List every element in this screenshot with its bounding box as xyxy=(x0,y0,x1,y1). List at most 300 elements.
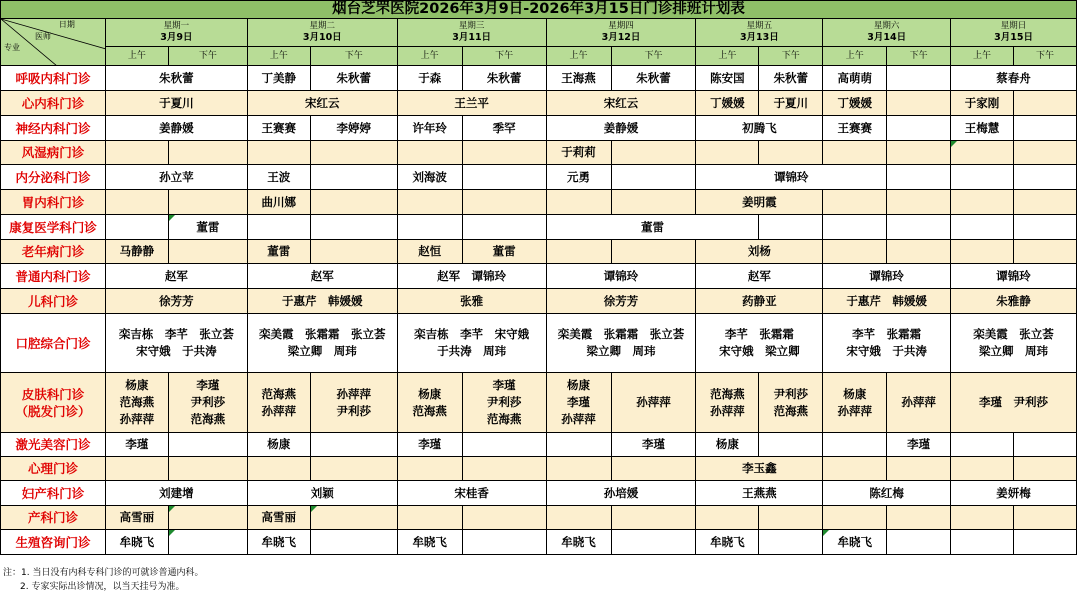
weekday-label: 星期六 xyxy=(873,21,900,31)
schedule-cell xyxy=(247,481,397,506)
schedule-cell xyxy=(696,481,823,506)
weekday-label: 星期三 xyxy=(458,21,485,31)
doctor-name: 徐芳芳 xyxy=(159,293,194,308)
footnotes xyxy=(3,566,203,594)
doctor-name: 杨康 xyxy=(567,378,591,392)
schedule-cell xyxy=(887,91,951,116)
schedule-cell xyxy=(823,373,887,433)
department-name xyxy=(1,373,106,433)
doctor-name: 朱秋蕾 xyxy=(636,70,671,85)
schedule-cell xyxy=(696,457,823,481)
afternoon-label: 下午 xyxy=(462,47,546,66)
doctor-name: 于夏川 xyxy=(773,95,809,110)
morning-label: 上午 xyxy=(951,47,1014,66)
schedule-cell xyxy=(696,165,887,190)
department-name xyxy=(1,457,106,481)
doctor-name: 陈安国 xyxy=(710,70,745,85)
schedule-cell xyxy=(1014,530,1077,555)
schedule-cell xyxy=(951,91,1014,116)
doctor-name: 杨康 xyxy=(843,386,867,401)
doctor-name: 王梅慧 xyxy=(964,120,1000,135)
doctor-name: 于惠芹 韩媛媛 xyxy=(282,293,363,308)
schedule-cell xyxy=(168,433,247,457)
schedule-row xyxy=(1,373,1077,433)
schedule-cell xyxy=(105,530,168,555)
schedule-cell xyxy=(105,373,168,433)
schedule-cell xyxy=(105,289,247,314)
schedule-cell xyxy=(696,433,759,457)
schedule-cell xyxy=(611,165,696,190)
doctor-name: 于共涛 周玮 xyxy=(437,344,507,358)
date-label: 3月13日 xyxy=(739,32,779,43)
schedule-cell xyxy=(759,215,823,240)
schedule-cell xyxy=(105,481,247,506)
doctor-name: 曲川娜 xyxy=(261,194,297,209)
schedule-cell xyxy=(105,190,168,215)
doctor-name: 王兰平 xyxy=(454,95,489,110)
doctor-name: 李瑾 xyxy=(196,378,220,392)
doctor-name: 宋守娥 梁立卿 xyxy=(719,344,800,358)
schedule-cell xyxy=(546,314,696,373)
schedule-row xyxy=(1,240,1077,264)
schedule-cell xyxy=(951,433,1014,457)
schedule-title: 烟台芝罘医院2026年3月9日-2026年3月15日门诊排班计划表 xyxy=(1,1,1077,19)
footnote-2: 2. 专家实际出诊情况，以当天挂号为准。 xyxy=(20,582,185,592)
afternoon-label: 下午 xyxy=(887,47,951,66)
schedule-cell xyxy=(168,141,247,165)
schedule-cell xyxy=(462,141,546,165)
doctor-name: 李瑾 xyxy=(125,437,149,451)
department-label: 心理门诊 xyxy=(27,461,78,476)
day-header xyxy=(397,19,546,47)
doctor-name: 宋红云 xyxy=(603,95,639,110)
department-name xyxy=(1,91,106,116)
schedule-cell xyxy=(823,264,951,289)
morning-label: 上午 xyxy=(823,47,887,66)
doctor-name: 于夏川 xyxy=(159,95,194,110)
doctor-name: 尹利莎 xyxy=(336,403,371,418)
schedule-cell xyxy=(887,433,951,457)
schedule-cell xyxy=(1014,215,1077,240)
doctor-name: 李瑾 xyxy=(492,378,516,392)
department-label: 激光美容门诊 xyxy=(15,437,91,452)
doctor-name: 杨康 xyxy=(125,378,149,392)
schedule-row xyxy=(1,116,1077,141)
afternoon-label: 下午 xyxy=(310,47,397,66)
schedule-cell xyxy=(462,66,546,91)
day-header xyxy=(823,19,951,47)
doctor-name: 孙萍萍 xyxy=(261,403,297,418)
doctor-name: 赵军 xyxy=(310,268,334,283)
date-label: 3月12日 xyxy=(601,32,641,43)
department-label: （脱发门诊） xyxy=(15,403,91,419)
schedule-cell xyxy=(887,190,951,215)
schedule-cell xyxy=(887,457,951,481)
schedule-cell xyxy=(759,66,823,91)
schedule-cell xyxy=(1014,240,1077,264)
doctor-name: 栾吉栋 李芊 宋守娥 xyxy=(414,327,530,341)
schedule-cell xyxy=(462,116,546,141)
schedule-cell xyxy=(105,66,247,91)
schedule-cell xyxy=(696,289,823,314)
schedule-cell xyxy=(823,240,887,264)
day-header xyxy=(105,19,247,47)
schedule-cell xyxy=(823,481,951,506)
doctor-name: 孙培媛 xyxy=(603,485,639,500)
schedule-cell xyxy=(247,165,310,190)
schedule-cell xyxy=(397,116,462,141)
schedule-cell xyxy=(462,373,546,433)
schedule-cell xyxy=(1014,190,1077,215)
schedule-cell xyxy=(397,433,462,457)
schedule-row xyxy=(1,481,1077,506)
schedule-row xyxy=(1,66,1077,91)
department-label: 心内科门诊 xyxy=(21,95,85,111)
doctor-name: 牟晓飞 xyxy=(119,534,155,549)
schedule-cell xyxy=(696,66,759,91)
doctor-name: 赵军 谭锦玲 xyxy=(437,268,507,283)
schedule-cell xyxy=(887,165,951,190)
schedule-cell xyxy=(397,314,546,373)
schedule-cell xyxy=(310,190,397,215)
schedule-cell xyxy=(951,240,1014,264)
doctor-name: 谭锦玲 xyxy=(774,169,809,184)
schedule-cell xyxy=(462,190,546,215)
corner-specialty-label: 专业 xyxy=(4,43,20,52)
schedule-cell xyxy=(696,506,759,530)
department-name xyxy=(1,165,106,190)
schedule-cell xyxy=(247,457,310,481)
schedule-cell xyxy=(759,433,823,457)
doctor-name: 姜静媛 xyxy=(603,120,639,135)
doctor-name: 姜明霞 xyxy=(742,194,777,209)
doctor-name: 孙立苹 xyxy=(159,169,194,184)
schedule-cell xyxy=(397,215,462,240)
schedule-cell xyxy=(1014,165,1077,190)
doctor-name: 于莉莉 xyxy=(561,145,596,159)
schedule-row xyxy=(1,457,1077,481)
schedule-cell xyxy=(462,506,546,530)
schedule-cell xyxy=(105,264,247,289)
afternoon-label: 下午 xyxy=(611,47,696,66)
department-name xyxy=(1,66,106,91)
schedule-cell xyxy=(611,373,696,433)
department-name xyxy=(1,530,106,555)
schedule-row xyxy=(1,190,1077,215)
schedule-cell xyxy=(611,530,696,555)
doctor-name: 李瑾 尹利莎 xyxy=(979,395,1049,409)
doctor-name: 李瑾 xyxy=(641,437,665,451)
weekday-label: 星期日 xyxy=(1000,21,1027,31)
doctor-name: 王波 xyxy=(267,169,291,184)
doctor-name: 杨康 xyxy=(418,386,442,401)
schedule-cell xyxy=(1014,506,1077,530)
schedule-cell xyxy=(823,66,887,91)
schedule-cell xyxy=(759,373,823,433)
schedule-cell xyxy=(310,116,397,141)
schedule-cell xyxy=(247,506,310,530)
doctor-name: 许年玲 xyxy=(412,120,447,135)
schedule-cell xyxy=(310,215,397,240)
doctor-name: 董雷 xyxy=(492,244,516,258)
schedule-cell xyxy=(397,190,462,215)
doctor-name: 高雪丽 xyxy=(119,510,155,524)
day-header xyxy=(696,19,823,47)
doctor-name: 范海燕 xyxy=(486,412,522,426)
schedule-cell xyxy=(247,530,310,555)
doctor-name: 药静亚 xyxy=(742,293,777,308)
doctor-name: 范海燕 xyxy=(190,412,226,426)
schedule-cell xyxy=(247,289,397,314)
schedule-cell xyxy=(247,141,310,165)
schedule-cell xyxy=(823,190,887,215)
doctor-name: 宋桂香 xyxy=(454,485,489,500)
corner-doctor-label: 医师 xyxy=(35,32,51,41)
doctor-name: 王海燕 xyxy=(561,70,596,85)
doctor-name: 徐芳芳 xyxy=(603,293,639,308)
schedule-cell xyxy=(887,240,951,264)
doctor-name: 朱雅静 xyxy=(996,293,1031,308)
department-name xyxy=(1,141,106,165)
schedule-cell xyxy=(696,190,823,215)
department-name xyxy=(1,289,106,314)
doctor-name: 朱秋蕾 xyxy=(336,70,371,85)
doctor-name: 牟晓飞 xyxy=(561,534,596,549)
schedule-cell xyxy=(397,373,462,433)
doctor-name: 宋守娥 于共涛 xyxy=(136,344,217,358)
schedule-cell xyxy=(546,190,611,215)
schedule-cell xyxy=(462,530,546,555)
schedule-cell xyxy=(696,373,759,433)
department-name xyxy=(1,481,106,506)
schedule-row xyxy=(1,215,1077,240)
schedule-cell xyxy=(105,116,247,141)
schedule-cell xyxy=(247,264,397,289)
schedule-row xyxy=(1,289,1077,314)
schedule-cell xyxy=(247,91,397,116)
department-label: 呼吸内科门诊 xyxy=(15,70,91,86)
doctor-name: 谭锦玲 xyxy=(603,268,639,283)
doctor-name: 孙萍萍 xyxy=(561,412,596,426)
schedule-cell xyxy=(105,240,168,264)
schedule-cell xyxy=(887,116,951,141)
doctor-name: 丁美静 xyxy=(261,70,297,85)
doctor-name: 栾美霞 张霜霜 张立荟 xyxy=(259,327,386,341)
doctor-name: 朱秋蕾 xyxy=(159,70,194,85)
schedule-cell xyxy=(951,506,1014,530)
schedule-cell xyxy=(951,141,1014,165)
schedule-cell xyxy=(1014,433,1077,457)
schedule-cell xyxy=(105,141,168,165)
doctor-name: 朱秋蕾 xyxy=(773,70,809,85)
schedule-cell xyxy=(823,116,887,141)
doctor-name: 姜静媛 xyxy=(159,120,194,135)
doctor-name: 王赛赛 xyxy=(837,120,872,135)
schedule-cell xyxy=(951,66,1077,91)
schedule-cell xyxy=(310,66,397,91)
schedule-cell xyxy=(546,457,611,481)
department-label: 口腔综合门诊 xyxy=(15,335,91,351)
doctor-name: 元勇 xyxy=(567,169,591,184)
department-label: 康复医学科门诊 xyxy=(9,219,97,235)
schedule-cell xyxy=(397,457,462,481)
schedule-cell xyxy=(546,66,611,91)
schedule-cell xyxy=(397,91,546,116)
doctor-name: 于森 xyxy=(418,70,442,85)
schedule-cell xyxy=(611,433,696,457)
schedule-cell xyxy=(397,530,462,555)
doctor-name: 姜妍梅 xyxy=(996,485,1031,500)
schedule-cell xyxy=(951,116,1014,141)
schedule-cell xyxy=(546,116,696,141)
schedule-cell xyxy=(887,66,951,91)
schedule-cell xyxy=(247,215,310,240)
schedule-cell xyxy=(887,506,951,530)
doctor-name: 李瑾 xyxy=(567,395,591,409)
schedule-cell xyxy=(397,481,546,506)
schedule-cell xyxy=(168,530,247,555)
doctor-name: 董雷 xyxy=(640,219,664,234)
header-corner xyxy=(1,19,106,66)
schedule-cell xyxy=(546,481,696,506)
department-name xyxy=(1,264,106,289)
schedule-row xyxy=(1,314,1077,373)
schedule-cell xyxy=(951,457,1014,481)
doctor-name: 范海燕 xyxy=(710,386,745,401)
doctor-name: 范海燕 xyxy=(773,403,809,418)
schedule-cell xyxy=(168,506,247,530)
schedule-cell xyxy=(310,530,397,555)
doctor-name: 王赛赛 xyxy=(261,120,297,135)
doctor-name: 栾美霞 张立荟 xyxy=(973,327,1054,341)
schedule-cell xyxy=(105,433,168,457)
schedule-cell xyxy=(951,190,1014,215)
department-label: 风湿病门诊 xyxy=(21,145,85,160)
schedule-cell xyxy=(951,314,1077,373)
schedule-cell xyxy=(696,530,759,555)
footnote-1: 注：1. 当日没有内科专科门诊的可就诊普通内科。 xyxy=(3,568,204,578)
schedule-cell xyxy=(696,264,823,289)
doctor-name: 宋红云 xyxy=(305,95,340,110)
afternoon-label: 下午 xyxy=(168,47,247,66)
doctor-name: 王燕燕 xyxy=(742,485,777,500)
department-label: 皮肤科门诊 xyxy=(21,386,85,402)
schedule-cell xyxy=(823,215,887,240)
weekday-label: 星期五 xyxy=(746,21,773,31)
doctor-name: 赵军 xyxy=(164,268,188,283)
doctor-name: 孙萍萍 xyxy=(710,403,745,418)
schedule-cell xyxy=(546,215,759,240)
schedule-cell xyxy=(247,433,310,457)
doctor-name: 栾吉栋 李芊 张立荟 xyxy=(118,327,234,341)
schedule-cell xyxy=(462,165,546,190)
schedule-cell xyxy=(696,116,823,141)
doctor-name: 赵军 xyxy=(747,268,771,283)
afternoon-label: 下午 xyxy=(759,47,823,66)
doctor-name: 刘杨 xyxy=(747,244,771,258)
doctor-name: 孙萍萍 xyxy=(901,395,936,409)
schedule-cell xyxy=(951,215,1014,240)
department-label: 儿科门诊 xyxy=(27,293,78,309)
schedule-cell xyxy=(105,506,168,530)
schedule-cell xyxy=(247,240,310,264)
schedule-cell xyxy=(759,91,823,116)
schedule-cell xyxy=(823,289,951,314)
doctor-name: 尹利莎 xyxy=(486,395,522,409)
schedule-cell xyxy=(397,289,546,314)
doctor-name: 孙萍萍 xyxy=(837,403,872,418)
schedule-row xyxy=(1,506,1077,530)
schedule-cell xyxy=(823,91,887,116)
doctor-name: 李芊 张霜霜 xyxy=(852,327,922,341)
schedule-cell xyxy=(546,240,611,264)
schedule-cell xyxy=(310,457,397,481)
schedule-cell xyxy=(823,530,887,555)
schedule-cell xyxy=(887,141,951,165)
schedule-cell xyxy=(168,457,247,481)
schedule-cell xyxy=(951,530,1014,555)
department-label: 老年病门诊 xyxy=(21,244,85,259)
schedule-cell xyxy=(611,66,696,91)
schedule-cell xyxy=(611,190,696,215)
department-name xyxy=(1,240,106,264)
schedule-cell xyxy=(310,373,397,433)
department-name xyxy=(1,506,106,530)
schedule-cell xyxy=(462,240,546,264)
schedule-cell xyxy=(462,457,546,481)
schedule-cell xyxy=(247,373,310,433)
doctor-name: 丁媛媛 xyxy=(710,95,745,110)
schedule-cell xyxy=(546,91,696,116)
day-header xyxy=(247,19,397,47)
schedule-cell xyxy=(105,91,247,116)
schedule-cell xyxy=(823,314,951,373)
schedule-cell xyxy=(247,314,397,373)
department-label: 神经内科门诊 xyxy=(15,120,91,136)
schedule-cell xyxy=(397,165,462,190)
doctor-name: 孙萍萍 xyxy=(336,386,371,401)
schedule-cell xyxy=(546,506,611,530)
doctor-name: 赵恒 xyxy=(418,244,442,258)
schedule-row xyxy=(1,433,1077,457)
schedule-cell xyxy=(951,373,1077,433)
schedule-cell xyxy=(611,457,696,481)
schedule-cell xyxy=(397,264,546,289)
schedule-cell xyxy=(887,215,951,240)
weekday-label: 星期一 xyxy=(163,21,190,31)
department-label: 产科门诊 xyxy=(27,510,78,525)
day-header xyxy=(546,19,696,47)
department-name xyxy=(1,215,106,240)
schedule-cell xyxy=(168,373,247,433)
schedule-cell xyxy=(247,116,310,141)
doctor-name: 于家刚 xyxy=(964,95,1000,110)
doctor-name: 丁媛媛 xyxy=(837,95,872,110)
schedule-cell xyxy=(247,66,310,91)
schedule-cell xyxy=(1014,91,1077,116)
doctor-name: 蔡春舟 xyxy=(996,70,1031,85)
department-name xyxy=(1,116,106,141)
doctor-name: 孙萍萍 xyxy=(636,395,671,409)
schedule-cell xyxy=(105,165,247,190)
schedule-cell xyxy=(546,289,696,314)
doctor-name: 刘海波 xyxy=(412,169,447,184)
doctor-name: 梁立卿 周玮 xyxy=(586,344,656,358)
weekday-label: 星期四 xyxy=(608,21,634,31)
schedule-cell xyxy=(462,433,546,457)
schedule-row xyxy=(1,165,1077,190)
doctor-name: 于惠芹 韩媛媛 xyxy=(846,293,927,308)
